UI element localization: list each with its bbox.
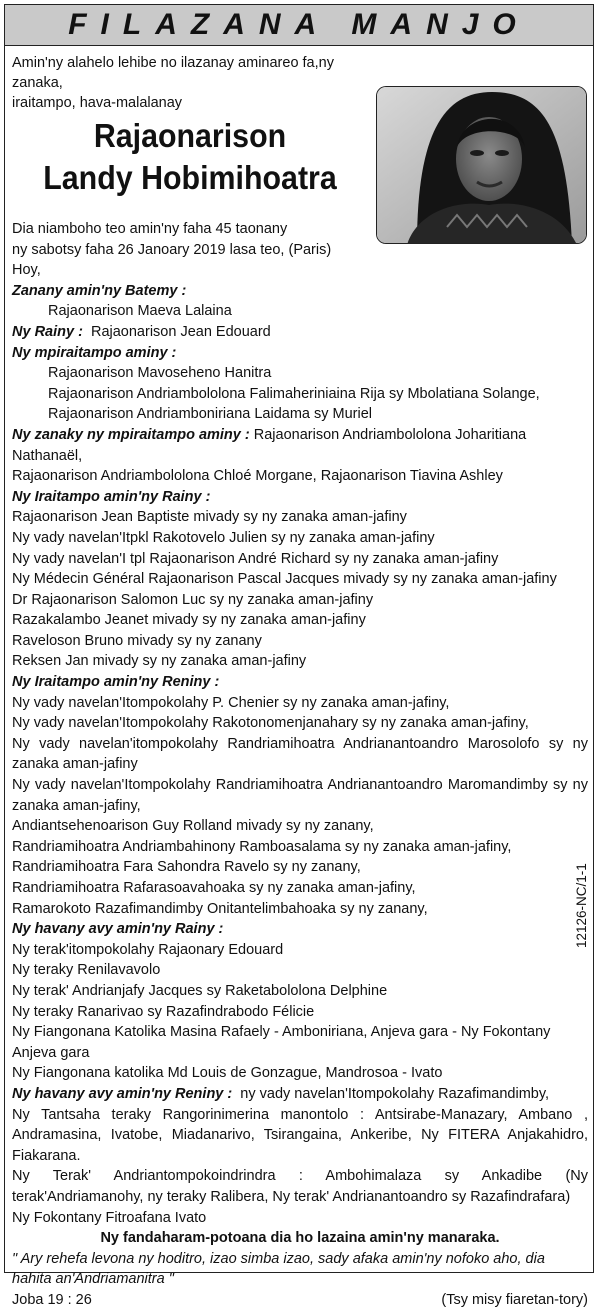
text-line: Dia niamboho teo amin'ny faha 45 taonany (12, 221, 288, 237)
bible-quote (12, 1249, 588, 1290)
text-line: Ny teraky Renilavavolo (12, 962, 161, 979)
notice-body (12, 219, 588, 1310)
text-line: ny sabotsy faha 26 Janoary 2019 lasa teo, (Paris) (12, 241, 332, 258)
text-line: Ny Fiangonana katolika Md Louis de Gonzague, Mandrosoa - Ivato (12, 1065, 443, 1082)
reference-code: 12126-NC/1-1 (574, 863, 589, 948)
text-line: Hoy, (12, 262, 41, 279)
closing-line: Ny fandaharam-potoana dia ho lazaina amin'ny manaraka. (100, 1230, 500, 1247)
text-line: Randriamihoatra Fara Sahondra Ravelo sy ny zanany, (12, 859, 361, 876)
section-heading: Ny zanaky ny mpiraitampo aminy : (12, 426, 250, 443)
text-line: Ny vady navelan'Itpkl Rakotovelo Julien sy ny zanaka aman-jafiny (12, 529, 435, 546)
intro-line: Amin'ny alahelo lehibe no ilazanay aminareo fa,ny zanaka, (12, 55, 334, 91)
intro-text (12, 53, 372, 113)
text-line: Dr Rajaonarison Salomon Luc sy ny zanaka aman-jafiny (12, 591, 374, 608)
section-heading: Ny mpiraitampo aminy : (12, 344, 177, 361)
text-line: Ny Tantsaha teraky Rangorinimerina manontolo : Antsirabe-Manazary, Ambano , Andramasina, Ivatobe, Miadanarivo, Tsirangaina, Ankeribe, Ny FITERA Anjakahidro, Fiakarana. (12, 1106, 588, 1164)
text-line: Ny vady navelan'Itompokolahy P. Chenier sy ny zanaka aman-jafiny, (12, 694, 450, 711)
deceased-name (26, 115, 354, 199)
section-heading: Ny havany avy amin'ny Reniny : (12, 1085, 233, 1102)
section-heading: Ny Iraitampo amin'ny Rainy : (12, 488, 211, 505)
text-line: Ny terak' Andrianjafy Jacques sy Raketabololona Delphine (12, 982, 388, 999)
text-run: ny vady navelan'Itompokolahy Razafimandimby, (240, 1085, 550, 1102)
text-run: Rajaonarison Jean Edouard (90, 323, 271, 340)
quote-footer (12, 1290, 588, 1310)
text-line: Ny terak'itompokolahy Rajaonary Edouard (12, 941, 284, 958)
header-title: FILAZANA MANJO (68, 8, 530, 41)
text-line: Rajaonarison Andriambololona Falimaheriniaina Rija sy Mbolatiana Solange, (48, 385, 540, 402)
text-line: Raveloson Bruno mivady sy ny zanany (12, 632, 262, 649)
intro-line: iraitampo, hava-malalanay (12, 95, 183, 111)
name-line: Rajaonarison (93, 117, 287, 154)
name-line: Landy Hobimihoatra (43, 159, 337, 196)
text-line: Ny vady navelan'I tpl Rajaonarison André Richard sy ny zanaka aman-jafiny (12, 550, 499, 567)
text-line (12, 425, 588, 466)
text-line: Rajaonarison Andriamboniriana Laidama sy Muriel (48, 406, 373, 423)
text-line: Ny Terak' Andriantompokoindrindra : Ambohimalaza sy Ankadibe (Ny terak'Andriamanohy, ny teraky Ralibera, Ny terak' Andrianantoandro sy Razafindrafara) (12, 1168, 588, 1205)
notice-header (4, 4, 594, 46)
text-line: Ny Fokontany Fitroafana Ivato (12, 1209, 207, 1226)
verse-reference: Joba 19 : 26 (12, 1291, 92, 1308)
text-line: Ny Médecin Général Rajaonarison Pascal Jacques mivady sy ny zanaka aman-jafiny (12, 571, 557, 588)
text-line: Ny teraky Ranarivao sy Razafindrabodo Félicie (12, 1003, 315, 1020)
text-line (12, 322, 588, 343)
text-line (12, 1084, 588, 1105)
quote-text: " Ary rehefa levona ny hoditro, izao simba izao, sady afaka amin'ny nofoko aho, dia hahita an'Andriamanitra " (12, 1250, 545, 1288)
text-run: Rajaonarison Andriambololona Joharitiana Nathanaël, (12, 426, 527, 464)
text-line: Andiantsehenoarison Guy Rolland mivady sy ny zanany, (12, 818, 374, 835)
text-line: Rajaonarison Andriambololona Chloé Morgane, Rajaonarison Tiavina Ashley (12, 468, 503, 485)
text-line: Rajaonarison Maeva Lalaina (48, 303, 232, 320)
section-heading: Ny havany avy amin'ny Rainy : (12, 921, 224, 938)
text-line: Rajaonarison Jean Baptiste mivady sy ny zanaka aman-jafiny (12, 509, 407, 526)
section-heading: Zanany amin'ny Batemy : (12, 282, 187, 299)
text-line: Rajaonarison Mavoseheno Hanitra (48, 365, 272, 382)
text-line: Randriamihoatra Andriambahinony Ramboasalama sy ny zanaka aman-jafiny, (12, 838, 512, 855)
section-heading: Ny Iraitampo amin'ny Reniny : (12, 674, 220, 691)
text-line: Razakalambo Jeanet mivady sy ny zanaka aman-jafiny (12, 612, 366, 629)
text-line: Ny Fiangonana Katolika Masina Rafaely - Amboniriana, Anjeva gara - Ny Fokontany Anjeva gara (12, 1024, 551, 1061)
section-heading: Ny Rainy : (12, 323, 83, 340)
text-line: Reksen Jan mivady sy ny zanaka aman-jafiny (12, 653, 307, 670)
note-text: (Tsy misy fiaretan-tory) (441, 1291, 588, 1308)
text-line: Ramarokoto Razafimandimby Onitantelimbahoaka sy ny zanany, (12, 900, 428, 917)
text-line: Ny vady navelan'Itompokolahy Rakotonomenjanahary sy ny zanaka aman-jafiny, (12, 715, 529, 732)
text-line: Ny vady navelan'Itompokolahy Randriamihoatra Andrianantoandro Maromandimby sy ny zanaka aman-jafiny, (12, 777, 588, 814)
text-line: Ny vady navelan'itompokolahy Randriamihoatra Andrianantoandro Marosolofo sy ny zanaka aman-jafiny (12, 735, 588, 773)
text-line: Randriamihoatra Rafarasoavahoaka sy ny zanaka aman-jafiny, (12, 880, 416, 896)
